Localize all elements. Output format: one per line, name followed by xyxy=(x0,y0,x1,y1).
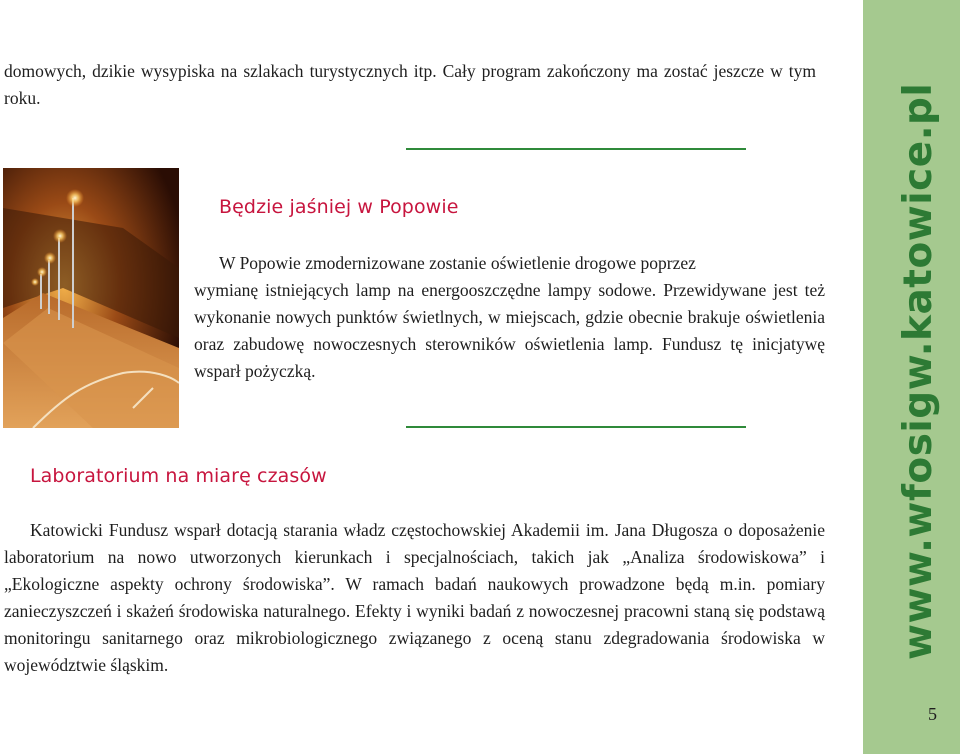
sidebar-url: www.wfosigw.katowice.pl xyxy=(896,82,941,660)
popow-paragraph-rest: wymianę istniejących lamp na energooszczędne lampy sodowe. Przewidywane jest też wykonanie nowych punktów świetlnych, w miejscach, gdzie obecnie brakuje oświetlenia oraz zabudowę nowoczesnych sterowników oświetlenia lamp. Fundusz tę inicjatywę wsparł pożyczką. xyxy=(194,280,825,381)
intro-paragraph: domowych, dzikie wysypiska na szlakach turystycznych itp. Cały program zakończony ma zostać jeszcze w tym roku. xyxy=(4,61,816,108)
page-number: 5 xyxy=(928,704,937,724)
section-heading-popow: Będzie jaśniej w Popowie xyxy=(219,196,459,218)
street-lamps-photo xyxy=(3,168,179,428)
section-divider xyxy=(406,426,746,428)
popow-paragraph-first-line: W Popowie zmodernizowane zostanie oświetlenie drogowe poprzez xyxy=(219,253,696,273)
section-heading-laboratorium: Laboratorium na miarę czasów xyxy=(30,465,327,487)
popow-paragraph xyxy=(194,250,825,385)
laboratorium-paragraph xyxy=(4,517,825,679)
section-divider xyxy=(406,148,746,150)
laboratorium-paragraph-text: Katowicki Fundusz wsparł dotacją starania władz częstochowskiej Akademii im. Jana Długosza o doposażenie laboratorium na nowo utworzonych kierunkach i specjalnościach, takich jak „Analiza środowiskowa” i „Ekologiczne aspekty ochrony środowiska”. W ramach badań naukowych prowadzone będą m.in. pomiary zanieczyszczeń i skażeń środowiska naturalnego. Efekty i wyniki badań z nowoczesnej pracowni staną się podstawą monitoringu sanitarnego oraz mikrobiologicznego związanego z oceną stanu zdegradowania środowiska w województwie śląskim. xyxy=(4,520,825,675)
